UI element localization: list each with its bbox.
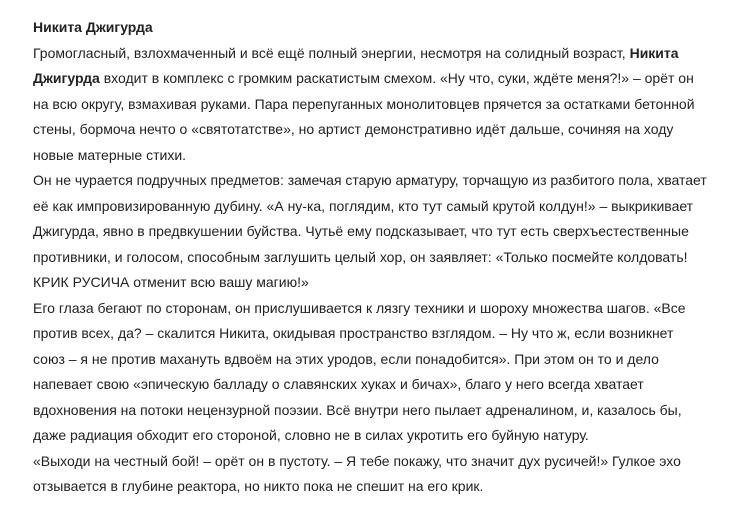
paragraph-2 [33, 168, 709, 296]
paragraph-text: Громогласный, взлохмаченный и всё ещё полный энергии, несмотря на солидный возраст, [33, 44, 630, 61]
paragraph-1 [33, 41, 709, 169]
paragraph-bold-name: Никита Джигурда [33, 44, 679, 86]
paragraph-text: Он не чурается подручных предметов: замечая старую арматуру, торчащую из разбитого пола, хватает её как импровизированную дубину. «А ну-ка, поглядим, кто тут самый крутой колдун!» – выкрикивает Джигурда, явно в предвкушении буйства. Чутьё ему подсказывает, что тут есть сверхъестественные противники, и голосом, способным заглушить целый хор, он заявляет: «Только посмейте колдовать! КРИК РУСИЧА отменит всю вашу магию!» [33, 172, 707, 290]
paragraph-text: Его глаза бегают по сторонам, он прислушивается к лязгу техники и шороху множества шагов. «Все против всех, да? – скалится Никита, окидывая пространство взглядом. – Ну что ж, если возникнет союз – я не против махануть вдвоём на этих уродов, если понадобится». При этом он то и дело напевает свою «эпическую балладу о славянских хуках и бичах», благо у него всегда хватает вдохновения на потоки нецензурной поэзии. Всё внутри него пылает адреналином, и, казалось бы, даже радиация обходит его стороной, словно не в силах укротить его буйную натуру. [33, 299, 686, 443]
paragraph-3 [33, 296, 709, 449]
paragraph-4 [33, 449, 709, 500]
paragraph-text: «Выходи на честный бой! – орёт он в пустоту. – Я тебе покажу, что значит дух русичей!» Гулкое эхо отзывается в глубине реактора, но никто пока не спешит на его крик. [33, 452, 681, 494]
article-title: Никита Джигурда [33, 19, 153, 35]
paragraph-text: входит в комплекс с громким раскатистым смехом. «Ну что, суки, ждёте меня?!» – орёт он на всю округу, взмахивая руками. Пара перепуганных монолитовцев прячется за остатками бетонной стены, бормоча нечто о «святотатстве», но артист демонстративно идёт дальше, сочиняя на ходу новые матерные стихи. [33, 70, 695, 163]
